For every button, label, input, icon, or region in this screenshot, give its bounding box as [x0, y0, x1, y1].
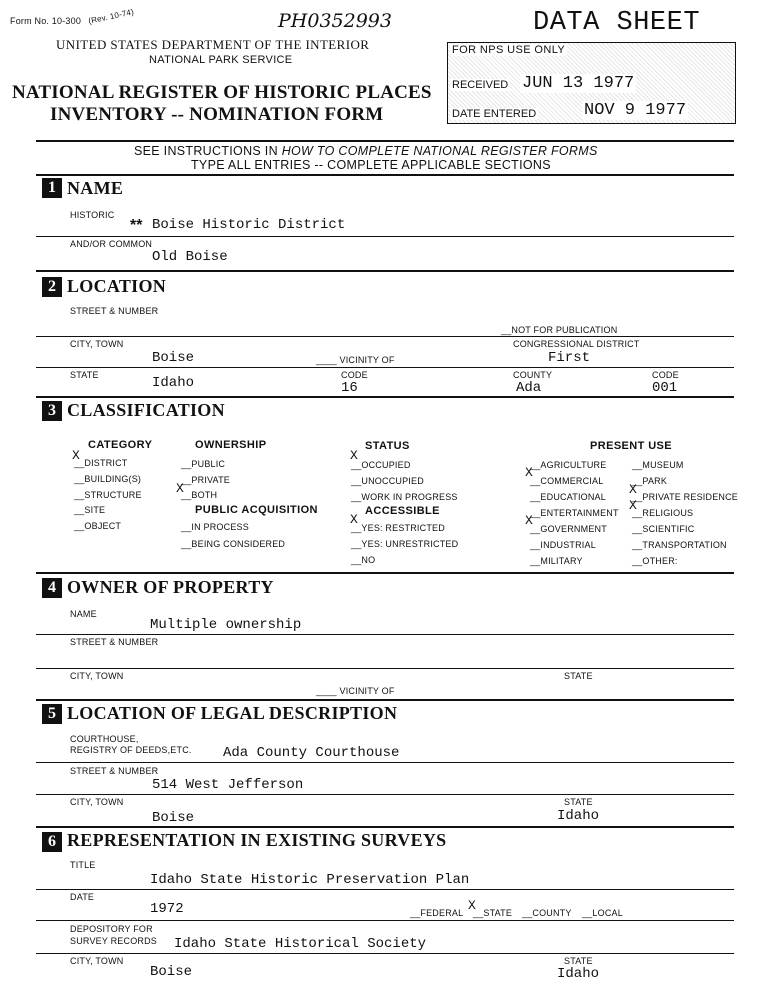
ownership-private[interactable]: __PRIVATE — [181, 475, 230, 485]
use-commercial[interactable]: __COMMERCIAL — [530, 476, 604, 486]
instructions-rule — [36, 174, 734, 176]
survey-city-value: Boise — [150, 964, 193, 980]
handwritten-id: PH0352993 — [278, 10, 392, 32]
section-5-number: 5 — [42, 704, 62, 724]
form-title-line2: INVENTORY -- NOMINATION FORM — [50, 104, 384, 125]
use-entertainment[interactable]: __ENTERTAINMENT — [530, 508, 619, 518]
owner-street-label: STREET & NUMBER — [70, 637, 159, 647]
received-label: RECEIVED — [452, 79, 509, 91]
header-rule — [36, 140, 734, 142]
status-unoccupied[interactable]: __UNOCCUPIED — [351, 476, 424, 486]
instructions-line1 — [134, 144, 598, 158]
legal-street-rule — [36, 794, 734, 795]
legal-street-label: STREET & NUMBER — [70, 766, 159, 776]
section-2-number: 2 — [42, 277, 62, 297]
nps-use-label: FOR NPS USE ONLY — [452, 44, 566, 56]
city-label: CITY, TOWN — [70, 339, 124, 349]
government-checkmark: X — [525, 513, 533, 528]
section-4-title: OWNER OF PROPERTY — [67, 577, 274, 597]
state-value: Idaho — [152, 375, 195, 391]
legal-street-value: 514 West Jefferson — [152, 777, 304, 793]
street-rule — [36, 336, 734, 337]
survey-title-value: Idaho State Historic Preservation Plan — [150, 872, 470, 888]
department: UNITED STATES DEPARTMENT OF THE INTERIOR — [56, 37, 370, 52]
owner-name-value: Multiple ownership — [150, 617, 302, 633]
category-object[interactable]: __OBJECT — [74, 521, 122, 531]
district-checkmark: X — [72, 448, 80, 463]
section-2-rule — [36, 396, 734, 398]
acquisition-in-process[interactable]: __IN PROCESS — [181, 522, 249, 532]
courthouse-rule — [36, 762, 734, 763]
common-name-value: Old Boise — [152, 249, 228, 265]
data-sheet-heading: DATA SHEET — [533, 8, 701, 38]
legal-state-label: STATE — [564, 797, 593, 807]
county-code-label: CODE — [652, 370, 679, 380]
legal-city-value: Boise — [152, 810, 195, 826]
section-6-title: REPRESENTATION IN EXISTING SURVEYS — [67, 830, 447, 850]
courthouse-value: Ada County Courthouse — [223, 745, 400, 761]
depository-value: Idaho State Historical Society — [174, 936, 427, 952]
state-label: STATE — [70, 370, 99, 380]
common-label: AND/OR COMMON — [70, 239, 153, 249]
vicinity-of: ____ VICINITY OF — [316, 355, 395, 365]
status-work-in-progress[interactable]: __WORK IN PROGRESS — [351, 492, 458, 502]
historic-asterisks: ** — [130, 217, 143, 234]
section-4-number: 4 — [42, 578, 62, 598]
congressional-district-value: First — [548, 350, 591, 366]
religious-checkmark: X — [629, 498, 637, 513]
use-government[interactable]: __GOVERNMENT — [530, 524, 607, 534]
accessible-heading: ACCESSIBLE — [365, 505, 440, 517]
survey-date-value: 1972 — [150, 901, 184, 917]
private-residence-checkmark: X — [629, 482, 637, 497]
section-3-number: 3 — [42, 401, 62, 421]
category-structure[interactable]: __STRUCTURE — [74, 490, 142, 500]
survey-date-label: DATE — [70, 892, 95, 902]
section-1-rule — [36, 270, 734, 272]
section-4-rule — [36, 699, 734, 701]
owner-state-label: STATE — [564, 671, 593, 681]
section-2-title: LOCATION — [67, 276, 167, 296]
survey-state[interactable]: __STATE — [473, 908, 513, 918]
historic-rule — [36, 236, 734, 237]
street-label: STREET & NUMBER — [70, 306, 159, 316]
accessible-restricted[interactable]: __YES: RESTRICTED — [351, 523, 445, 533]
owner-city-label: CITY, TOWN — [70, 671, 124, 681]
use-military[interactable]: __MILITARY — [530, 556, 583, 566]
section-6-number: 6 — [42, 832, 62, 852]
survey-county[interactable]: __COUNTY — [522, 908, 572, 918]
nps-use-box — [447, 42, 736, 124]
use-transportation[interactable]: __TRANSPORTATION — [632, 540, 727, 550]
survey-date-rule — [36, 920, 734, 921]
service: NATIONAL PARK SERVICE — [149, 54, 293, 66]
owner-vicinity-of: ____ VICINITY OF — [316, 686, 395, 696]
section-1-title: NAME — [67, 178, 124, 198]
public-acquisition-heading: PUBLIC ACQUISITION — [195, 504, 318, 516]
category-site[interactable]: __SITE — [74, 505, 106, 515]
present-use-heading: PRESENT USE — [590, 440, 673, 452]
use-educational[interactable]: __EDUCATIONAL — [530, 492, 606, 502]
acquisition-being-considered[interactable]: __BEING CONSIDERED — [181, 539, 286, 549]
depository-label-1: DEPOSITORY FOR — [70, 924, 153, 934]
date-entered-label: DATE ENTERED — [452, 108, 537, 120]
use-private-residence[interactable]: __PRIVATE RESIDENCE — [632, 492, 738, 502]
survey-title-label: TITLE — [70, 860, 96, 870]
survey-local[interactable]: __LOCAL — [582, 908, 623, 918]
use-industrial[interactable]: __INDUSTRIAL — [530, 540, 596, 550]
city-rule — [36, 367, 734, 368]
owner-name-rule — [36, 634, 734, 635]
section-5-title: LOCATION OF LEGAL DESCRIPTION — [67, 703, 398, 723]
status-heading: STATUS — [365, 440, 410, 452]
city-value: Boise — [152, 350, 195, 366]
instructions-line2: TYPE ALL ENTRIES -- COMPLETE APPLICABLE SECTIONS — [191, 158, 551, 172]
courthouse-label-1: COURTHOUSE, — [70, 734, 139, 744]
instructions-prefix: SEE INSTRUCTIONS IN — [134, 144, 278, 158]
congressional-district-label: CONGRESSIONAL DISTRICT — [513, 339, 640, 349]
use-religious[interactable]: __RELIGIOUS — [632, 508, 694, 518]
both-checkmark: X — [176, 481, 184, 496]
use-park[interactable]: __PARK — [632, 476, 668, 486]
ownership-heading: OWNERSHIP — [195, 439, 267, 451]
occupied-checkmark: X — [350, 448, 358, 463]
instructions-title: HOW TO COMPLETE NATIONAL REGISTER FORMS — [281, 144, 598, 158]
section-3-title: CLASSIFICATION — [67, 400, 225, 420]
use-agriculture[interactable]: __AGRICULTURE — [530, 460, 607, 470]
status-occupied[interactable]: __OCCUPIED — [351, 460, 411, 470]
accessible-unrestricted[interactable]: __YES: UNRESTRICTED — [351, 539, 459, 549]
category-district[interactable]: __DISTRICT — [74, 458, 128, 468]
legal-state-value: Idaho — [557, 808, 600, 824]
section-5-rule — [36, 826, 734, 828]
use-scientific[interactable]: __SCIENTIFIC — [632, 524, 695, 534]
survey-state-value: Idaho — [557, 966, 600, 982]
historic-label: HISTORIC — [70, 210, 115, 220]
county-value: Ada — [516, 380, 542, 396]
commercial-checkmark: X — [525, 465, 533, 480]
ownership-both[interactable]: __BOTH — [181, 490, 218, 500]
depository-rule — [36, 953, 734, 954]
received-stamp: JUN 13 1977 — [522, 74, 635, 93]
state-code-value: 16 — [341, 380, 358, 396]
courthouse-label-2: REGISTRY OF DEEDS,ETC. — [70, 745, 192, 755]
owner-name-label: NAME — [70, 609, 97, 619]
section-3-rule — [36, 572, 734, 574]
use-museum[interactable]: __MUSEUM — [632, 460, 684, 470]
form-revision: (Rev. 10-74) — [87, 7, 135, 26]
category-buildings[interactable]: __BUILDING(S) — [74, 474, 142, 484]
state-code-label: CODE — [341, 370, 368, 380]
accessible-no[interactable]: __NO — [351, 555, 376, 565]
legal-city-label: CITY, TOWN — [70, 797, 124, 807]
survey-title-rule — [36, 889, 734, 890]
county-code-value: 001 — [652, 380, 678, 396]
historic-name-value: Boise Historic District — [152, 217, 346, 233]
depository-label-2: SURVEY RECORDS — [70, 936, 157, 946]
use-other[interactable]: __OTHER: — [632, 556, 678, 566]
category-heading: CATEGORY — [88, 439, 153, 451]
survey-federal[interactable]: __FEDERAL — [410, 908, 464, 918]
form-number: Form No. 10-300 — [10, 16, 82, 26]
date-entered-stamp: NOV 9 1977 — [584, 101, 687, 120]
owner-street-rule — [36, 668, 734, 669]
ownership-public[interactable]: __PUBLIC — [181, 459, 226, 469]
state-survey-checkmark: X — [468, 898, 476, 913]
survey-state-label: STATE — [564, 956, 593, 966]
not-for-publication: __NOT FOR PUBLICATION — [501, 325, 618, 335]
county-label: COUNTY — [513, 370, 553, 380]
section-1-number: 1 — [42, 178, 62, 198]
survey-city-label: CITY, TOWN — [70, 956, 124, 966]
restricted-checkmark: X — [350, 512, 358, 527]
form-title-line1: NATIONAL REGISTER OF HISTORIC PLACES — [12, 82, 432, 103]
